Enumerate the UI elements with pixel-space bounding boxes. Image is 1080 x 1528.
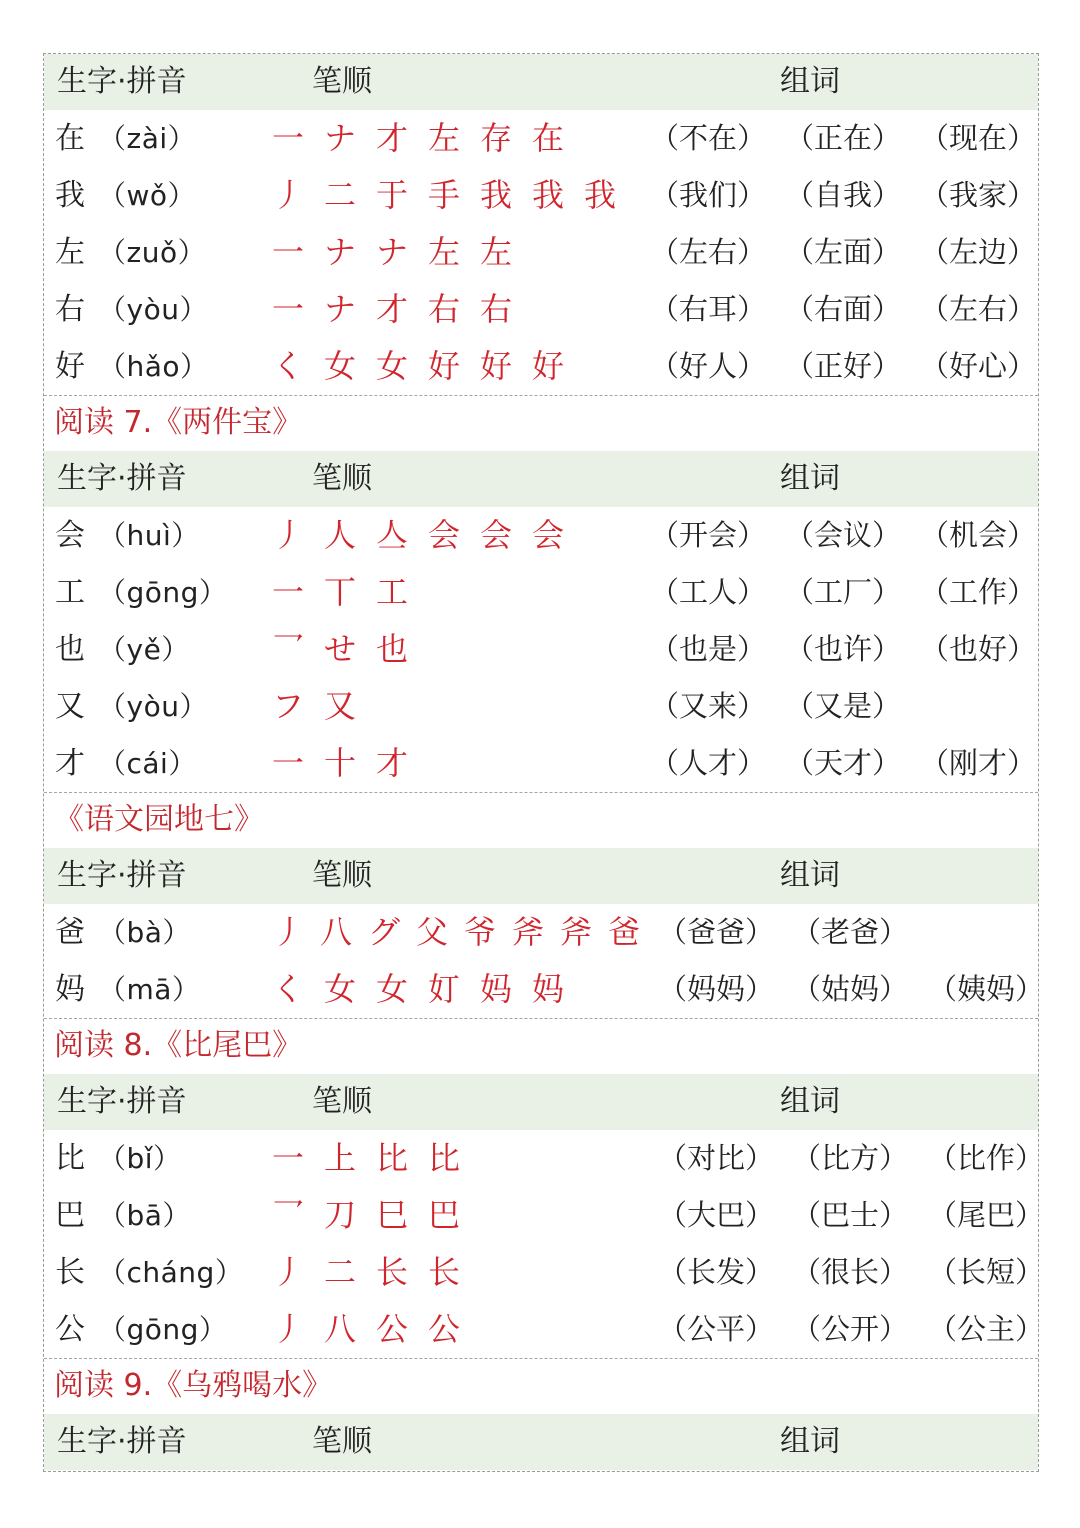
word: （姨妈）: [928, 972, 1045, 1006]
char-row: [44, 1130, 1045, 1187]
char-row: [44, 961, 1045, 1018]
char-row: [44, 224, 1038, 281]
stroke-step: 乛: [272, 1196, 305, 1234]
word-list: [44, 904, 1038, 961]
word: （妈妈）: [658, 972, 775, 1006]
word: （长发）: [658, 1255, 775, 1289]
char: 左: [55, 235, 85, 270]
header-words: 组词: [780, 1424, 840, 1459]
stroke-step: 左: [428, 233, 461, 271]
word: （也好）: [920, 632, 1037, 666]
pinyin: （yòu）: [98, 293, 208, 326]
stroke-step: 刀: [324, 1196, 357, 1234]
word: （又是）: [785, 689, 902, 723]
word: （大巴）: [658, 1198, 775, 1232]
section-title: 《语文园地七》: [54, 802, 264, 837]
header-char-pinyin: 生字·拼音: [57, 461, 187, 496]
word: （工作）: [920, 575, 1037, 609]
word-list: [44, 564, 1038, 621]
char-row: [44, 1244, 1045, 1301]
stroke-step: 丿: [272, 1310, 305, 1348]
word: （工人）: [650, 575, 767, 609]
header-words: 组词: [780, 64, 840, 99]
header-char-pinyin: 生字·拼音: [57, 858, 187, 893]
stroke-step: 一: [272, 573, 305, 611]
char-row: [44, 507, 1038, 564]
header-char-pinyin: 生字·拼音: [57, 64, 187, 99]
word-list: [44, 167, 1038, 224]
word-list: [44, 1244, 1045, 1301]
column-header: [44, 848, 1038, 904]
stroke-step: 存: [480, 119, 513, 157]
word: （右耳）: [650, 292, 767, 326]
stroke-step: 妈: [532, 970, 565, 1008]
char: 比: [55, 1141, 85, 1176]
stroke-step: 女: [324, 347, 357, 385]
word-list: [44, 507, 1038, 564]
char-row: [44, 621, 1038, 678]
word: （姑妈）: [792, 972, 909, 1006]
stroke-step: 一: [272, 233, 305, 271]
stroke-step: ナ: [376, 233, 409, 271]
pinyin: （cháng）: [98, 1256, 244, 1289]
word: （开会）: [650, 518, 767, 552]
header-strokes: 笔顺: [312, 461, 372, 496]
column-header: [44, 451, 1038, 507]
stroke-step: 巴: [428, 1196, 461, 1234]
stroke-step: 好: [532, 347, 565, 385]
word: （自我）: [785, 178, 902, 212]
word: （正好）: [785, 349, 902, 383]
stroke-step: 奵: [428, 970, 461, 1008]
char: 才: [55, 746, 85, 781]
pinyin: （huì）: [98, 519, 200, 552]
stroke-step: 父: [416, 913, 449, 951]
word-list: [44, 735, 1038, 792]
stroke-step: ナ: [324, 290, 357, 328]
header-char-pinyin: 生字·拼音: [57, 1084, 187, 1119]
stroke-step: 公: [428, 1310, 461, 1348]
pinyin: （hǎo）: [98, 350, 209, 383]
stroke-step: 才: [376, 290, 409, 328]
stroke-step: 上: [324, 1139, 357, 1177]
stroke-step: フ: [272, 687, 305, 725]
stroke-step: 二: [324, 1253, 357, 1291]
stroke-step: 会: [532, 516, 565, 554]
char: 好: [55, 349, 85, 384]
stroke-step: 丿: [272, 913, 305, 951]
word-list: [44, 224, 1038, 281]
stroke-step: 又: [324, 687, 357, 725]
stroke-step: 一: [272, 119, 305, 157]
word: （巴士）: [792, 1198, 909, 1232]
word: （比作）: [928, 1141, 1045, 1175]
stroke-step: 会: [428, 516, 461, 554]
pinyin: （bā）: [98, 1199, 191, 1232]
char: 我: [55, 178, 85, 213]
stroke-step: 我: [584, 176, 617, 214]
stroke-step: く: [272, 970, 305, 1008]
word: （公主）: [928, 1312, 1045, 1346]
stroke-step: 人: [324, 516, 357, 554]
word-list: [44, 678, 1038, 735]
stroke-step: 一: [272, 744, 305, 782]
stroke-step: 女: [324, 970, 357, 1008]
pinyin: （mā）: [98, 973, 201, 1006]
word-list: [44, 338, 1038, 395]
char: 会: [55, 518, 85, 553]
char-row: [44, 564, 1038, 621]
word-list: [44, 1187, 1045, 1244]
stroke-step: 左: [480, 233, 513, 271]
stroke-step: せ: [324, 630, 357, 668]
stroke-step: ナ: [324, 233, 357, 271]
word: （我们）: [650, 178, 767, 212]
stroke-step: 比: [376, 1139, 409, 1177]
pinyin: （zuǒ）: [98, 236, 207, 269]
word-list: [44, 961, 1045, 1018]
stroke-step: 一: [272, 290, 305, 328]
pinyin: （gōng）: [98, 1313, 228, 1346]
word: （左面）: [785, 235, 902, 269]
word: （比方）: [792, 1141, 909, 1175]
word: （人才）: [650, 746, 767, 780]
word: （对比）: [658, 1141, 775, 1175]
stroke-step: 八: [324, 1310, 357, 1348]
char: 也: [55, 632, 85, 667]
stroke-step: 斧: [560, 913, 593, 951]
char-row: [44, 110, 1038, 167]
char: 右: [55, 292, 85, 327]
char: 又: [55, 689, 85, 724]
stroke-step: 公: [376, 1310, 409, 1348]
stroke-step: 才: [376, 744, 409, 782]
stroke-step: 才: [376, 119, 409, 157]
stroke-step: 丿: [272, 1253, 305, 1291]
word: （长短）: [928, 1255, 1045, 1289]
char: 妈: [55, 972, 85, 1007]
word: （公开）: [792, 1312, 909, 1346]
pinyin: （bǐ）: [98, 1142, 182, 1175]
char: 公: [55, 1312, 85, 1347]
stroke-step: 妈: [480, 970, 513, 1008]
stroke-step: 女: [376, 347, 409, 385]
word: （左右）: [650, 235, 767, 269]
stroke-step: 我: [532, 176, 565, 214]
stroke-step: 左: [428, 119, 461, 157]
stroke-step: 在: [532, 119, 565, 157]
stroke-step: 也: [376, 630, 409, 668]
stroke-step: 我: [480, 176, 513, 214]
stroke-step: 丅: [324, 573, 357, 611]
word: （机会）: [920, 518, 1037, 552]
header-words: 组词: [780, 461, 840, 496]
stroke-step: 亼: [376, 516, 409, 554]
char: 巴: [55, 1198, 85, 1233]
pinyin: （zài）: [98, 122, 197, 155]
stroke-step: 长: [428, 1253, 461, 1291]
stroke-step: 丿: [272, 516, 305, 554]
char-row: [44, 1187, 1045, 1244]
word: （也是）: [650, 632, 767, 666]
column-header: [44, 54, 1038, 110]
char-row: [44, 167, 1038, 224]
stroke-step: 女: [376, 970, 409, 1008]
header-strokes: 笔顺: [312, 64, 372, 99]
word: （好人）: [650, 349, 767, 383]
pinyin: （cái）: [98, 747, 197, 780]
stroke-step: 会: [480, 516, 513, 554]
stroke-step: 于: [376, 176, 409, 214]
char: 爸: [55, 915, 85, 950]
char: 长: [55, 1255, 85, 1290]
header-char-pinyin: 生字·拼音: [57, 1424, 187, 1459]
stroke-step: 好: [480, 347, 513, 385]
stroke-step: 一: [272, 1139, 305, 1177]
word: （左边）: [920, 235, 1037, 269]
word: （不在）: [650, 121, 767, 155]
word-list: [44, 621, 1038, 678]
stroke-step: 斧: [512, 913, 545, 951]
pinyin: （yòu）: [98, 690, 208, 723]
stroke-step: 爸: [608, 913, 641, 951]
word: （天才）: [785, 746, 902, 780]
char-row: [44, 735, 1038, 792]
section-title: 阅读 7.《两件宝》: [54, 405, 303, 440]
stroke-step: 乛: [272, 630, 305, 668]
header-words: 组词: [780, 858, 840, 893]
word: （会议）: [785, 518, 902, 552]
stroke-step: 丿: [272, 176, 305, 214]
pinyin: （wǒ）: [98, 179, 197, 212]
pinyin: （bà）: [98, 916, 191, 949]
word: （好心）: [920, 349, 1037, 383]
header-strokes: 笔顺: [312, 1084, 372, 1119]
char-row: [44, 338, 1038, 395]
word: （工厂）: [785, 575, 902, 609]
section-title: 阅读 9.《乌鸦喝水》: [54, 1368, 333, 1403]
word-list: [44, 1130, 1045, 1187]
char-row: [44, 678, 1038, 735]
word: （我家）: [920, 178, 1037, 212]
header-strokes: 笔顺: [312, 1424, 372, 1459]
word: （现在）: [920, 121, 1037, 155]
word: （又来）: [650, 689, 767, 723]
pinyin: （gōng）: [98, 576, 228, 609]
word-list: [44, 281, 1038, 338]
word: （刚才）: [920, 746, 1037, 780]
char-row: [44, 281, 1038, 338]
word: （老爸）: [792, 915, 909, 949]
word: （很长）: [792, 1255, 909, 1289]
header-strokes: 笔顺: [312, 858, 372, 893]
word: （右面）: [785, 292, 902, 326]
stroke-step: 八: [320, 913, 353, 951]
stroke-step: 比: [428, 1139, 461, 1177]
pinyin: （yě）: [98, 633, 190, 666]
char-row: [44, 1301, 1045, 1358]
worksheet: [43, 53, 1045, 1472]
stroke-step: 爷: [464, 913, 497, 951]
stroke-step: 十: [324, 744, 357, 782]
stroke-step: ナ: [324, 119, 357, 157]
word: （公平）: [658, 1312, 775, 1346]
word: （爸爸）: [658, 915, 775, 949]
word: （尾巴）: [928, 1198, 1045, 1232]
stroke-step: 工: [376, 573, 409, 611]
stroke-step: 二: [324, 176, 357, 214]
word: （也许）: [785, 632, 902, 666]
stroke-step: 长: [376, 1253, 409, 1291]
header-words: 组词: [780, 1084, 840, 1119]
column-header: [44, 1414, 1038, 1470]
section-title: 阅读 8.《比尾巴》: [54, 1028, 303, 1063]
stroke-step: 右: [428, 290, 461, 328]
char: 工: [55, 575, 85, 610]
stroke-step: グ: [368, 913, 401, 951]
char: 在: [55, 121, 85, 156]
char-row: [44, 904, 1038, 961]
stroke-step: 好: [428, 347, 461, 385]
word: （正在）: [785, 121, 902, 155]
stroke-step: 巳: [376, 1196, 409, 1234]
stroke-step: く: [272, 347, 305, 385]
stroke-step: 右: [480, 290, 513, 328]
column-header: [44, 1074, 1038, 1130]
word: （左右）: [920, 292, 1037, 326]
stroke-step: 手: [428, 176, 461, 214]
word-list: [44, 1301, 1045, 1358]
word-list: [44, 110, 1038, 167]
